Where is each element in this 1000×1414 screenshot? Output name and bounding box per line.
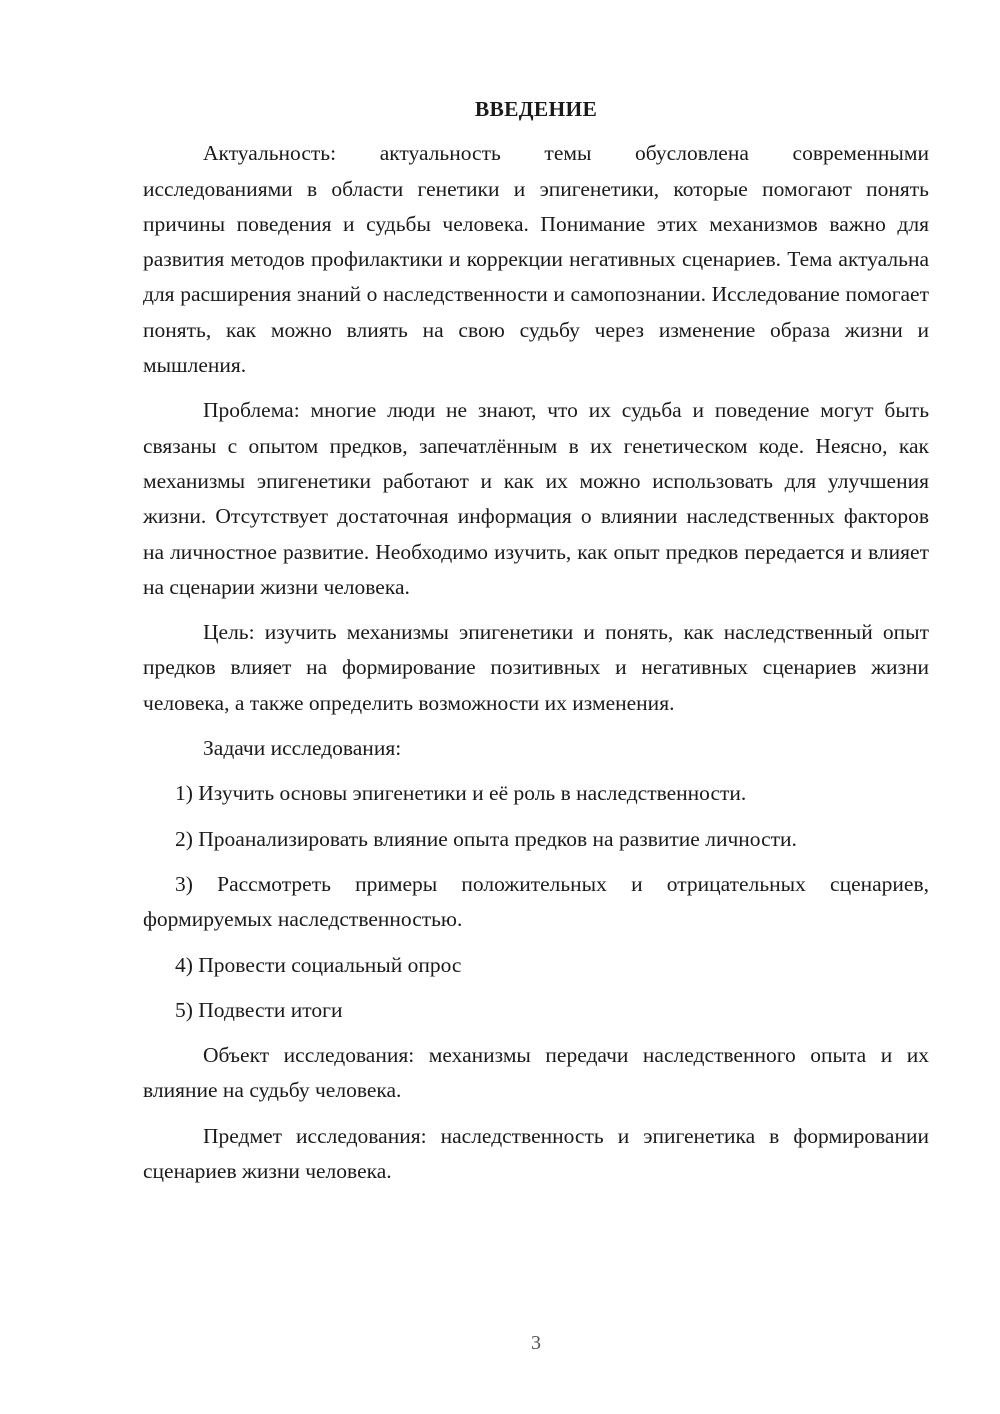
page-number: 3 [531, 1332, 541, 1354]
page-content [143, 92, 929, 1199]
goal-paragraph: Цель: изучить механизмы эпигенетики и понять, как наследственный опыт предков влияет на формирование позитивных и негативных сценариев жизни человека, а также определить возможности их изменения. [143, 620, 929, 715]
problem-paragraph: Проблема: многие люди не знают, что их судьба и поведение могут быть связаны с опытом предков, запечатлённым в их генетическом коде. Неясно, как механизмы эпигенетики работают и как их можно использовать для улучшения жизни. Отсутствует достаточная информация о влиянии наследственных факторов на личностное развитие. Необходимо изучить, как опыт предков передается и влияет на сценарии жизни человека. [143, 398, 929, 599]
subject-paragraph: Предмет исследования: наследственность и эпигенетика в формировании сценариев жизни человека. [143, 1123, 929, 1184]
relevance-paragraph: Актуальность: актуальность темы обусловлена современными исследованиями в области генетики и эпигенетики, которые помогают понять причины поведения и судьбы человека. Понимание этих механизмов важно для развития методов профилактики и коррекции негативных сценариев. Тема актуальна для расширения знаний о наследственности и самопознании. Исследование помогает понять, как можно влиять на свою судьбу через изменение образа жизни и мышления. [143, 141, 929, 378]
task-item: 5) Подвести итоги [175, 997, 343, 1022]
task-item: 3) Рассмотреть примеры положительных и отрицательных сценариев, формируемых наследственностью. [143, 871, 929, 932]
task-item: 2) Проанализировать влияние опыта предков на развитие личности. [175, 826, 797, 851]
section-title: ВВЕДЕНИЕ [474, 97, 598, 121]
tasks-list [143, 776, 929, 1028]
task-item: 1) Изучить основы эпигенетики и её роль в наследственности. [175, 781, 747, 806]
task-item: 4) Провести социальный опрос [175, 952, 462, 977]
tasks-heading: Задачи исследования: [203, 736, 402, 761]
object-paragraph: Объект исследования: механизмы передачи наследственного опыта и их влияние на судьбу человека. [143, 1043, 929, 1103]
